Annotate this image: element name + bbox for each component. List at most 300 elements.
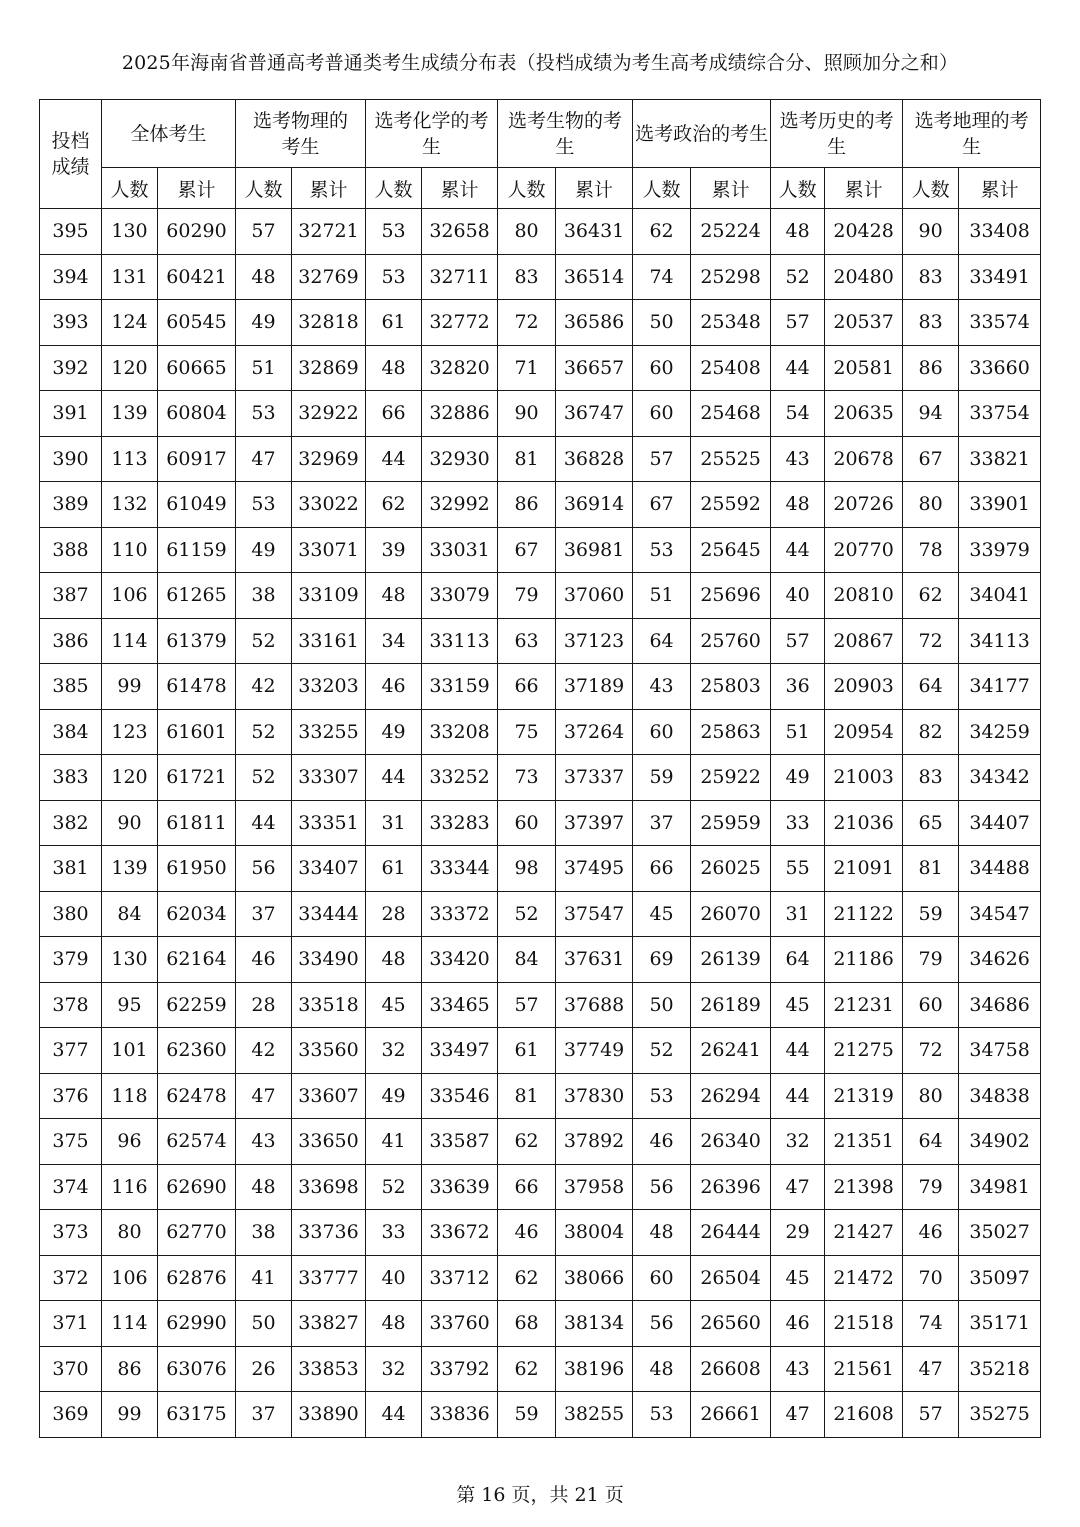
cell-count: 40 bbox=[366, 1255, 422, 1301]
cell-cumulative: 25696 bbox=[691, 573, 771, 619]
cell-cumulative: 33407 bbox=[292, 846, 366, 892]
cell-count: 45 bbox=[633, 891, 691, 937]
cell-cumulative: 33203 bbox=[292, 664, 366, 710]
cell-count: 52 bbox=[366, 1164, 422, 1210]
group-header-politics: 选考政治的考生 bbox=[633, 100, 771, 168]
table-row bbox=[40, 982, 1041, 1028]
cell-count: 36 bbox=[771, 664, 825, 710]
cell-score: 395 bbox=[40, 209, 102, 255]
cell-count: 46 bbox=[903, 1210, 959, 1256]
cell-cumulative: 25525 bbox=[691, 436, 771, 482]
cell-count: 69 bbox=[633, 937, 691, 983]
cell-cumulative: 25645 bbox=[691, 527, 771, 573]
cell-cumulative: 37547 bbox=[556, 891, 633, 937]
cell-count: 44 bbox=[771, 1073, 825, 1119]
cell-count: 124 bbox=[102, 300, 158, 346]
cell-count: 52 bbox=[633, 1028, 691, 1074]
cell-count: 114 bbox=[102, 618, 158, 664]
table-row bbox=[40, 846, 1041, 892]
cell-cumulative: 36828 bbox=[556, 436, 633, 482]
cell-score: 391 bbox=[40, 391, 102, 437]
cell-cumulative: 21231 bbox=[825, 982, 903, 1028]
cell-cumulative: 60421 bbox=[158, 254, 236, 300]
cell-count: 32 bbox=[366, 1346, 422, 1392]
cell-count: 132 bbox=[102, 482, 158, 528]
cell-cumulative: 34041 bbox=[959, 573, 1041, 619]
cell-count: 33 bbox=[366, 1210, 422, 1256]
cell-score: 387 bbox=[40, 573, 102, 619]
header-row-columns bbox=[40, 168, 1041, 209]
cell-count: 47 bbox=[771, 1164, 825, 1210]
cell-score: 394 bbox=[40, 254, 102, 300]
cell-cumulative: 33255 bbox=[292, 709, 366, 755]
cell-cumulative: 34547 bbox=[959, 891, 1041, 937]
cell-count: 60 bbox=[633, 391, 691, 437]
cell-count: 67 bbox=[633, 482, 691, 528]
cell-cumulative: 60545 bbox=[158, 300, 236, 346]
cell-count: 45 bbox=[366, 982, 422, 1028]
cell-count: 130 bbox=[102, 937, 158, 983]
cell-cumulative: 21398 bbox=[825, 1164, 903, 1210]
cell-cumulative: 60917 bbox=[158, 436, 236, 482]
cumulative-header: 累计 bbox=[422, 168, 498, 209]
cell-cumulative: 38255 bbox=[556, 1392, 633, 1438]
cell-cumulative: 21319 bbox=[825, 1073, 903, 1119]
cell-count: 44 bbox=[236, 800, 292, 846]
cell-score: 388 bbox=[40, 527, 102, 573]
cell-cumulative: 61478 bbox=[158, 664, 236, 710]
cell-cumulative: 20726 bbox=[825, 482, 903, 528]
score-distribution-table bbox=[39, 99, 1041, 1438]
cell-cumulative: 33113 bbox=[422, 618, 498, 664]
cell-count: 63 bbox=[498, 618, 556, 664]
cell-cumulative: 25592 bbox=[691, 482, 771, 528]
cell-count: 28 bbox=[366, 891, 422, 937]
cell-cumulative: 37397 bbox=[556, 800, 633, 846]
cell-cumulative: 32818 bbox=[292, 300, 366, 346]
cell-count: 48 bbox=[366, 937, 422, 983]
cell-count: 40 bbox=[771, 573, 825, 619]
cell-cumulative: 35218 bbox=[959, 1346, 1041, 1392]
cell-count: 113 bbox=[102, 436, 158, 482]
cell-count: 28 bbox=[236, 982, 292, 1028]
cell-cumulative: 33518 bbox=[292, 982, 366, 1028]
cell-count: 86 bbox=[903, 345, 959, 391]
cell-count: 47 bbox=[771, 1392, 825, 1438]
cell-cumulative: 34981 bbox=[959, 1164, 1041, 1210]
cell-cumulative: 38134 bbox=[556, 1301, 633, 1347]
cell-count: 52 bbox=[498, 891, 556, 937]
cell-cumulative: 36981 bbox=[556, 527, 633, 573]
cell-cumulative: 33071 bbox=[292, 527, 366, 573]
table-row bbox=[40, 254, 1041, 300]
cell-count: 86 bbox=[102, 1346, 158, 1392]
cell-count: 64 bbox=[903, 1119, 959, 1165]
table-row bbox=[40, 937, 1041, 983]
cell-count: 33 bbox=[771, 800, 825, 846]
cell-cumulative: 37631 bbox=[556, 937, 633, 983]
cell-cumulative: 63175 bbox=[158, 1392, 236, 1438]
cell-count: 65 bbox=[903, 800, 959, 846]
cell-cumulative: 33351 bbox=[292, 800, 366, 846]
cell-cumulative: 33712 bbox=[422, 1255, 498, 1301]
cell-count: 101 bbox=[102, 1028, 158, 1074]
cell-count: 48 bbox=[366, 345, 422, 391]
table-row bbox=[40, 527, 1041, 573]
cell-cumulative: 26340 bbox=[691, 1119, 771, 1165]
cell-cumulative: 33698 bbox=[292, 1164, 366, 1210]
cell-count: 46 bbox=[236, 937, 292, 983]
cell-score: 381 bbox=[40, 846, 102, 892]
cell-cumulative: 60290 bbox=[158, 209, 236, 255]
cell-count: 62 bbox=[498, 1255, 556, 1301]
cell-count: 72 bbox=[498, 300, 556, 346]
cell-cumulative: 37749 bbox=[556, 1028, 633, 1074]
cell-score: 392 bbox=[40, 345, 102, 391]
cell-count: 62 bbox=[498, 1119, 556, 1165]
cell-cumulative: 25803 bbox=[691, 664, 771, 710]
cell-cumulative: 61811 bbox=[158, 800, 236, 846]
cell-count: 106 bbox=[102, 1255, 158, 1301]
cell-count: 38 bbox=[236, 573, 292, 619]
cell-count: 53 bbox=[236, 482, 292, 528]
cell-count: 53 bbox=[366, 254, 422, 300]
cell-cumulative: 33660 bbox=[959, 345, 1041, 391]
cell-count: 50 bbox=[633, 300, 691, 346]
table-row bbox=[40, 755, 1041, 801]
cell-count: 48 bbox=[236, 254, 292, 300]
cumulative-header: 累计 bbox=[691, 168, 771, 209]
cell-cumulative: 60804 bbox=[158, 391, 236, 437]
cumulative-header: 累计 bbox=[825, 168, 903, 209]
cell-count: 94 bbox=[903, 391, 959, 437]
cell-cumulative: 33546 bbox=[422, 1073, 498, 1119]
cell-count: 83 bbox=[903, 254, 959, 300]
cell-cumulative: 61721 bbox=[158, 755, 236, 801]
cell-cumulative: 33736 bbox=[292, 1210, 366, 1256]
cell-count: 37 bbox=[633, 800, 691, 846]
cell-count: 52 bbox=[236, 618, 292, 664]
cell-cumulative: 33777 bbox=[292, 1255, 366, 1301]
table-row bbox=[40, 891, 1041, 937]
cell-count: 82 bbox=[903, 709, 959, 755]
cell-cumulative: 33159 bbox=[422, 664, 498, 710]
cell-count: 90 bbox=[102, 800, 158, 846]
cell-count: 57 bbox=[236, 209, 292, 255]
cell-cumulative: 34342 bbox=[959, 755, 1041, 801]
cell-cumulative: 37958 bbox=[556, 1164, 633, 1210]
cell-count: 51 bbox=[236, 345, 292, 391]
cell-cumulative: 25348 bbox=[691, 300, 771, 346]
cell-score: 374 bbox=[40, 1164, 102, 1210]
table-body bbox=[40, 209, 1041, 1438]
cell-cumulative: 62690 bbox=[158, 1164, 236, 1210]
cell-cumulative: 21091 bbox=[825, 846, 903, 892]
cell-cumulative: 34259 bbox=[959, 709, 1041, 755]
cell-count: 32 bbox=[771, 1119, 825, 1165]
cell-count: 86 bbox=[498, 482, 556, 528]
cell-cumulative: 25408 bbox=[691, 345, 771, 391]
cell-count: 42 bbox=[236, 664, 292, 710]
cell-count: 81 bbox=[498, 1073, 556, 1119]
table-row bbox=[40, 1346, 1041, 1392]
cell-cumulative: 33420 bbox=[422, 937, 498, 983]
cell-count: 61 bbox=[366, 300, 422, 346]
table-row bbox=[40, 300, 1041, 346]
group-header-biology: 选考生物的考生 bbox=[498, 100, 633, 168]
cell-count: 44 bbox=[771, 1028, 825, 1074]
cell-count: 64 bbox=[903, 664, 959, 710]
cell-cumulative: 61159 bbox=[158, 527, 236, 573]
cell-cumulative: 33901 bbox=[959, 482, 1041, 528]
cell-cumulative: 36657 bbox=[556, 345, 633, 391]
cell-score: 372 bbox=[40, 1255, 102, 1301]
cell-cumulative: 33490 bbox=[292, 937, 366, 983]
cell-cumulative: 33650 bbox=[292, 1119, 366, 1165]
cell-count: 60 bbox=[633, 709, 691, 755]
cell-cumulative: 34488 bbox=[959, 846, 1041, 892]
page-number: 第 16 页，共 21 页 bbox=[456, 1484, 624, 1506]
cell-cumulative: 38066 bbox=[556, 1255, 633, 1301]
cell-cumulative: 33979 bbox=[959, 527, 1041, 573]
group-header-physics: 选考物理的考生 bbox=[236, 100, 366, 168]
table-row bbox=[40, 618, 1041, 664]
cell-cumulative: 21351 bbox=[825, 1119, 903, 1165]
cumulative-header: 累计 bbox=[959, 168, 1041, 209]
cell-count: 72 bbox=[903, 1028, 959, 1074]
cell-cumulative: 62876 bbox=[158, 1255, 236, 1301]
cell-cumulative: 61049 bbox=[158, 482, 236, 528]
cell-cumulative: 33672 bbox=[422, 1210, 498, 1256]
cell-cumulative: 34113 bbox=[959, 618, 1041, 664]
cell-count: 53 bbox=[236, 391, 292, 437]
cell-score: 385 bbox=[40, 664, 102, 710]
cell-count: 43 bbox=[771, 436, 825, 482]
table-row bbox=[40, 664, 1041, 710]
cell-score: 393 bbox=[40, 300, 102, 346]
cell-cumulative: 25468 bbox=[691, 391, 771, 437]
cell-count: 57 bbox=[771, 618, 825, 664]
cell-cumulative: 33574 bbox=[959, 300, 1041, 346]
cell-count: 64 bbox=[771, 937, 825, 983]
cell-count: 47 bbox=[236, 1073, 292, 1119]
cell-cumulative: 21518 bbox=[825, 1301, 903, 1347]
cell-count: 80 bbox=[903, 1073, 959, 1119]
cell-score: 383 bbox=[40, 755, 102, 801]
group-header-geography: 选考地理的考生 bbox=[903, 100, 1041, 168]
table-row bbox=[40, 482, 1041, 528]
cell-count: 43 bbox=[633, 664, 691, 710]
cell-cumulative: 32930 bbox=[422, 436, 498, 482]
cell-count: 116 bbox=[102, 1164, 158, 1210]
cell-cumulative: 25298 bbox=[691, 254, 771, 300]
cell-score: 386 bbox=[40, 618, 102, 664]
cell-cumulative: 33208 bbox=[422, 709, 498, 755]
cell-score: 369 bbox=[40, 1392, 102, 1438]
cell-cumulative: 37123 bbox=[556, 618, 633, 664]
cell-score: 384 bbox=[40, 709, 102, 755]
cell-count: 62 bbox=[903, 573, 959, 619]
cell-score: 380 bbox=[40, 891, 102, 937]
cell-count: 53 bbox=[366, 209, 422, 255]
cell-cumulative: 26396 bbox=[691, 1164, 771, 1210]
cell-count: 123 bbox=[102, 709, 158, 755]
count-header: 人数 bbox=[771, 168, 825, 209]
cell-count: 49 bbox=[236, 300, 292, 346]
cell-score: 373 bbox=[40, 1210, 102, 1256]
cell-cumulative: 32869 bbox=[292, 345, 366, 391]
cell-cumulative: 32658 bbox=[422, 209, 498, 255]
cell-count: 73 bbox=[498, 755, 556, 801]
cell-cumulative: 37337 bbox=[556, 755, 633, 801]
cumulative-header: 累计 bbox=[292, 168, 366, 209]
cell-cumulative: 63076 bbox=[158, 1346, 236, 1392]
cell-count: 50 bbox=[236, 1301, 292, 1347]
cell-count: 61 bbox=[366, 846, 422, 892]
cell-cumulative: 37264 bbox=[556, 709, 633, 755]
count-header: 人数 bbox=[366, 168, 422, 209]
cell-cumulative: 26560 bbox=[691, 1301, 771, 1347]
table-row bbox=[40, 1119, 1041, 1165]
cell-cumulative: 21561 bbox=[825, 1346, 903, 1392]
cell-count: 55 bbox=[771, 846, 825, 892]
cell-cumulative: 38196 bbox=[556, 1346, 633, 1392]
cell-cumulative: 37495 bbox=[556, 846, 633, 892]
header-row-groups bbox=[40, 100, 1041, 168]
cell-cumulative: 35171 bbox=[959, 1301, 1041, 1347]
cell-count: 84 bbox=[102, 891, 158, 937]
cell-cumulative: 37830 bbox=[556, 1073, 633, 1119]
cell-count: 52 bbox=[236, 755, 292, 801]
cell-count: 96 bbox=[102, 1119, 158, 1165]
cell-count: 81 bbox=[498, 436, 556, 482]
cell-cumulative: 62164 bbox=[158, 937, 236, 983]
cell-count: 67 bbox=[498, 527, 556, 573]
table-row bbox=[40, 391, 1041, 437]
cell-cumulative: 21275 bbox=[825, 1028, 903, 1074]
cell-count: 48 bbox=[771, 209, 825, 255]
group-header-chemistry: 选考化学的考生 bbox=[366, 100, 498, 168]
table-row bbox=[40, 1210, 1041, 1256]
cell-count: 48 bbox=[366, 1301, 422, 1347]
cell-cumulative: 36586 bbox=[556, 300, 633, 346]
cell-cumulative: 32922 bbox=[292, 391, 366, 437]
cell-cumulative: 34838 bbox=[959, 1073, 1041, 1119]
cell-count: 74 bbox=[903, 1301, 959, 1347]
cell-cumulative: 33408 bbox=[959, 209, 1041, 255]
cell-count: 46 bbox=[771, 1301, 825, 1347]
cell-cumulative: 21003 bbox=[825, 755, 903, 801]
cell-count: 130 bbox=[102, 209, 158, 255]
cell-count: 66 bbox=[366, 391, 422, 437]
cell-cumulative: 26608 bbox=[691, 1346, 771, 1392]
cell-count: 31 bbox=[771, 891, 825, 937]
cell-count: 51 bbox=[771, 709, 825, 755]
cell-count: 66 bbox=[633, 846, 691, 892]
cell-cumulative: 37060 bbox=[556, 573, 633, 619]
cell-cumulative: 33372 bbox=[422, 891, 498, 937]
cell-count: 61 bbox=[498, 1028, 556, 1074]
cell-cumulative: 61265 bbox=[158, 573, 236, 619]
cell-cumulative: 21608 bbox=[825, 1392, 903, 1438]
cell-cumulative: 20635 bbox=[825, 391, 903, 437]
cell-count: 57 bbox=[633, 436, 691, 482]
cell-cumulative: 62259 bbox=[158, 982, 236, 1028]
cell-cumulative: 26025 bbox=[691, 846, 771, 892]
cell-count: 59 bbox=[498, 1392, 556, 1438]
cell-cumulative: 36431 bbox=[556, 209, 633, 255]
count-header: 人数 bbox=[633, 168, 691, 209]
cell-cumulative: 33754 bbox=[959, 391, 1041, 437]
cell-cumulative: 37189 bbox=[556, 664, 633, 710]
cell-score: 379 bbox=[40, 937, 102, 983]
cell-count: 44 bbox=[771, 345, 825, 391]
cell-count: 78 bbox=[903, 527, 959, 573]
cell-count: 54 bbox=[771, 391, 825, 437]
cell-cumulative: 62990 bbox=[158, 1301, 236, 1347]
table-row bbox=[40, 1301, 1041, 1347]
cell-count: 99 bbox=[102, 664, 158, 710]
cell-count: 29 bbox=[771, 1210, 825, 1256]
cell-count: 56 bbox=[236, 846, 292, 892]
cell-cumulative: 62478 bbox=[158, 1073, 236, 1119]
cell-cumulative: 26444 bbox=[691, 1210, 771, 1256]
count-header: 人数 bbox=[236, 168, 292, 209]
cell-cumulative: 21427 bbox=[825, 1210, 903, 1256]
cell-score: 370 bbox=[40, 1346, 102, 1392]
cell-count: 110 bbox=[102, 527, 158, 573]
cell-cumulative: 20678 bbox=[825, 436, 903, 482]
cell-cumulative: 21122 bbox=[825, 891, 903, 937]
page-title: 2025年海南省普通高考普通类考生成绩分布表（投档成绩为考生高考成绩综合分、照顾加分之和） bbox=[121, 52, 959, 74]
count-header: 人数 bbox=[498, 168, 556, 209]
cell-count: 71 bbox=[498, 345, 556, 391]
cell-cumulative: 33109 bbox=[292, 573, 366, 619]
cell-cumulative: 33307 bbox=[292, 755, 366, 801]
cell-count: 42 bbox=[236, 1028, 292, 1074]
cell-count: 83 bbox=[903, 755, 959, 801]
table-row bbox=[40, 800, 1041, 846]
cell-count: 60 bbox=[903, 982, 959, 1028]
cell-cumulative: 33853 bbox=[292, 1346, 366, 1392]
cell-cumulative: 33497 bbox=[422, 1028, 498, 1074]
cell-cumulative: 20581 bbox=[825, 345, 903, 391]
cell-score: 371 bbox=[40, 1301, 102, 1347]
cell-cumulative: 37688 bbox=[556, 982, 633, 1028]
cell-count: 49 bbox=[366, 709, 422, 755]
cell-count: 79 bbox=[903, 1164, 959, 1210]
cell-count: 59 bbox=[903, 891, 959, 937]
table-row bbox=[40, 573, 1041, 619]
cell-count: 39 bbox=[366, 527, 422, 573]
cell-count: 139 bbox=[102, 846, 158, 892]
cell-cumulative: 26070 bbox=[691, 891, 771, 937]
cell-cumulative: 33836 bbox=[422, 1392, 498, 1438]
cell-count: 46 bbox=[366, 664, 422, 710]
table-row bbox=[40, 1028, 1041, 1074]
table-row bbox=[40, 709, 1041, 755]
cell-count: 52 bbox=[236, 709, 292, 755]
cell-cumulative: 33022 bbox=[292, 482, 366, 528]
cell-count: 44 bbox=[366, 755, 422, 801]
table-row bbox=[40, 1392, 1041, 1438]
cell-count: 41 bbox=[236, 1255, 292, 1301]
cell-count: 99 bbox=[102, 1392, 158, 1438]
cell-cumulative: 35097 bbox=[959, 1255, 1041, 1301]
cell-count: 68 bbox=[498, 1301, 556, 1347]
cell-count: 49 bbox=[366, 1073, 422, 1119]
cell-count: 60 bbox=[498, 800, 556, 846]
